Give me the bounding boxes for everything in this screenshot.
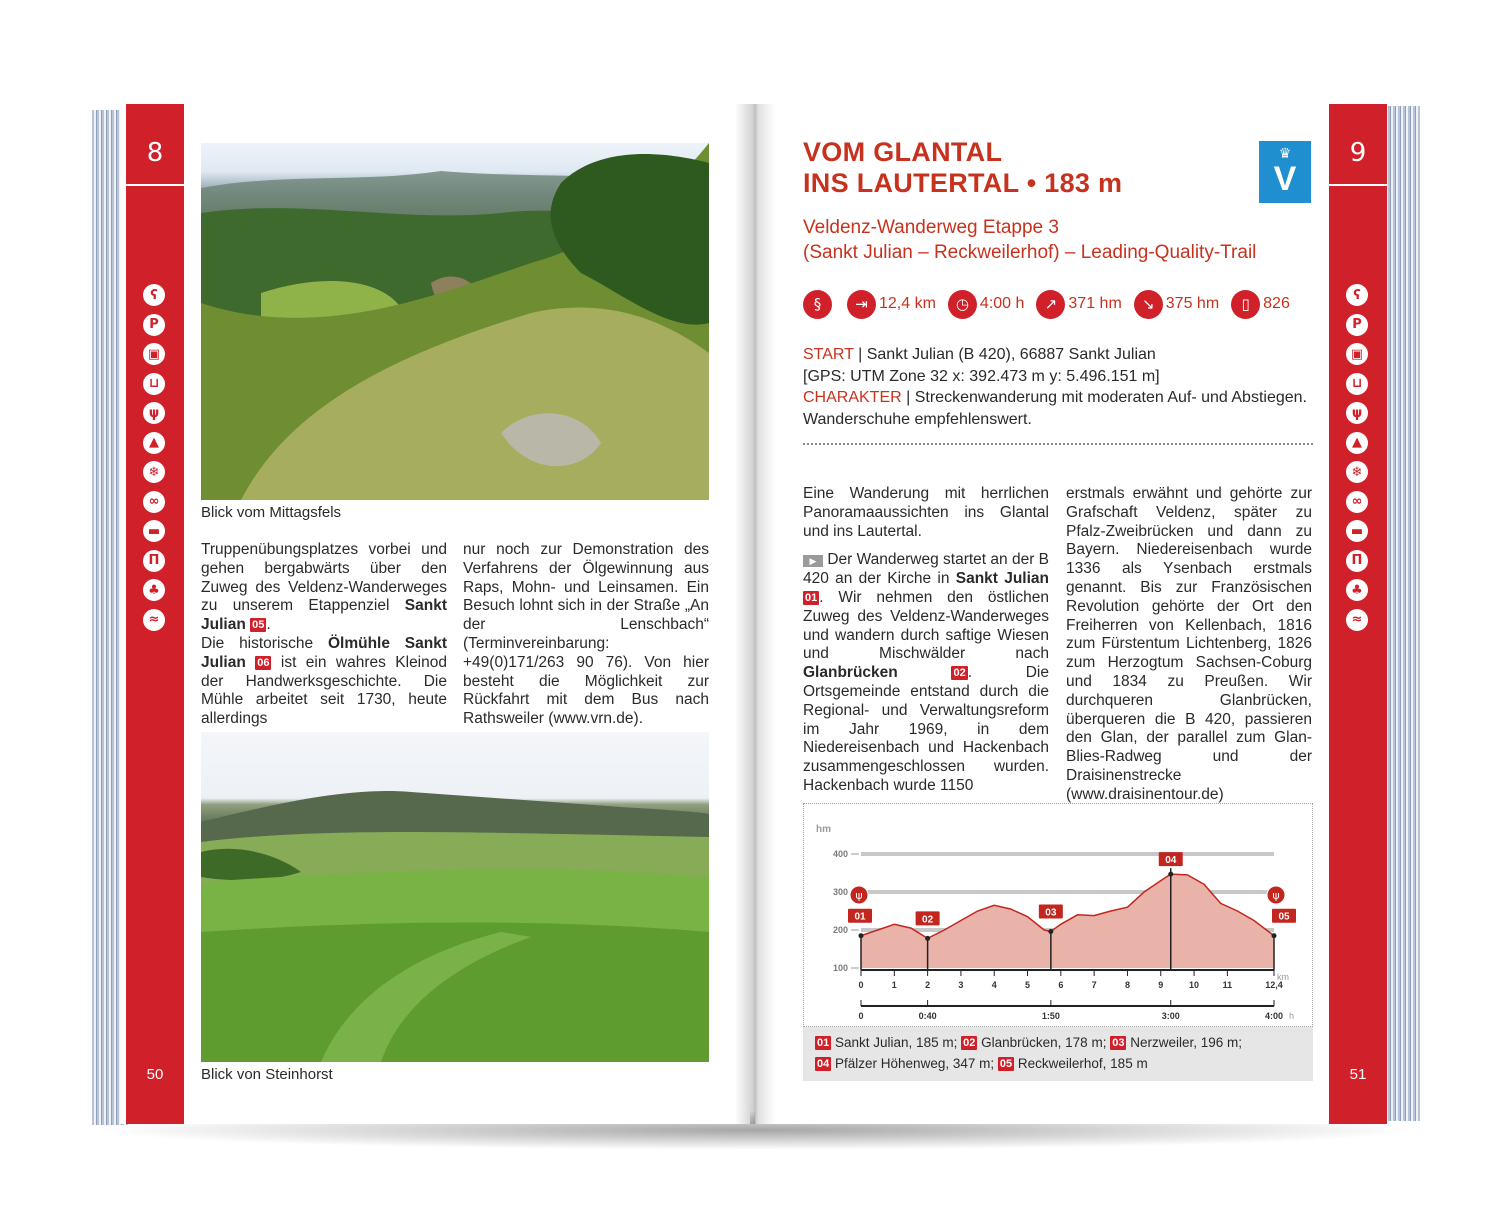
waypoint-marker: 05 bbox=[252, 619, 265, 632]
legend-item bbox=[998, 1056, 1148, 1071]
x-tick-label: 9 bbox=[1158, 980, 1164, 990]
paragraph-text: . Wir nehmen den östlichen Zuweg des Veldenz-Wanderweges und wandern durch saftige Wiesen und Mischwälder nach bbox=[803, 588, 1049, 663]
bicycle-icon: ∞ bbox=[143, 491, 165, 513]
summit-icon: ▲ bbox=[1346, 432, 1368, 454]
x-tick-label: 7 bbox=[1091, 980, 1097, 990]
waypoint-marker: 02 bbox=[953, 667, 966, 680]
teddy-bear-icon: ʕ bbox=[143, 284, 165, 306]
tree-icon: ♣ bbox=[1346, 579, 1368, 601]
stat-descent bbox=[1134, 290, 1219, 319]
waypoint-dot bbox=[1272, 933, 1277, 938]
stat-distance bbox=[847, 290, 936, 319]
tour-title bbox=[803, 137, 1122, 199]
bed-icon: ▬ bbox=[143, 520, 165, 542]
tree-icon: ♣ bbox=[143, 579, 165, 601]
chapter-number: 9 bbox=[1349, 138, 1367, 168]
stat-ascent bbox=[1036, 290, 1121, 319]
parking-icon: P bbox=[1346, 314, 1368, 336]
play-arrow-icon: ▶ bbox=[803, 555, 823, 567]
legend-item bbox=[1110, 1035, 1242, 1050]
place-name: Sankt Julian bbox=[201, 597, 447, 634]
left-text-column-2: nur noch zur Demonstration des Verfahrens der Ölgewinnung aus Raps, Mohn- und Leinsamen. Ein Besuch lohnt sich in der Straße „An der Lenschbach“ (Terminvereinbarung: +49(0)171/263 90 76). Von hier besteht die Möglichkeit zur Rückfahrt mit dem Bus nach Rathsweiler (www.vrn.de). bbox=[463, 541, 709, 728]
paragraph-text: Der Wanderweg startet an der B 420 an der Kirche in bbox=[803, 551, 1050, 588]
legend-text: Nerzweiler, 196 m; bbox=[1130, 1035, 1243, 1050]
x-tick-label: 2 bbox=[925, 980, 931, 990]
descent-arrow-icon: ↘ bbox=[1134, 290, 1163, 319]
duration-value: 4:00 h bbox=[979, 295, 1025, 312]
swimming-icon: ≈ bbox=[143, 609, 165, 631]
legend-text: Reckweilerhof, 185 m bbox=[1017, 1056, 1148, 1071]
y-axis-label: hm bbox=[816, 824, 831, 835]
museum-icon: Π bbox=[1346, 550, 1368, 572]
photo-mittagsfels bbox=[201, 143, 709, 500]
right-text-column-2: erstmals erwähnt und gehörte zur Grafschaft Veldenz, später zu Pfalz-Zweibrücken und dann zu Bayern. Niedereisenbach wurde 1336 als Ysenbach erstmals genannt. Bis zur Französischen Revolution gehörte der Ort den Freiherren von Kellenbach, 1816 zum Fürstentum Lichtenberg, 1826 zum Herzogtum Sachsen-Coburg und 1834 zu Preußen. Wir durchqueren Glanbrücken, überqueren die B 420, passieren den Glan, der parallel zum Glan-Blies-Radweg und der Draisinenstrecke (www.draisinentour.de) bbox=[1066, 485, 1312, 803]
time-tick-label: 0:40 bbox=[918, 1011, 937, 1021]
time-tick-label: 4:00 bbox=[1264, 1011, 1284, 1021]
ascent-arrow-icon: ↗ bbox=[1036, 290, 1065, 319]
subtitle-line: Veldenz-Wanderweg Etappe 3 bbox=[803, 217, 1059, 238]
legend-item bbox=[815, 1056, 994, 1071]
distance-value: 12,4 km bbox=[879, 295, 936, 312]
title-line: VOM GLANTAL bbox=[803, 137, 1003, 167]
category-icons bbox=[1346, 284, 1370, 638]
museum-icon: Π bbox=[143, 550, 165, 572]
number-value: 826 bbox=[1263, 295, 1290, 312]
waypoint-marker: 06 bbox=[257, 656, 270, 669]
x-tick-label: 4 bbox=[991, 980, 997, 990]
bus-icon: ▣ bbox=[1346, 343, 1368, 365]
intro-text: Eine Wanderung mit herrlichen Panoramaaussichten ins Glantal und ins Lautertal. bbox=[803, 485, 1049, 540]
start-text: | Sankt Julian (B 420), 66887 Sankt Julian bbox=[853, 346, 1156, 363]
page-number: 50 bbox=[146, 1066, 164, 1083]
book-gutter bbox=[735, 104, 775, 1124]
x-tick-label: 6 bbox=[1058, 980, 1064, 990]
start-label: START bbox=[803, 346, 854, 363]
waypoint-marker: 03 bbox=[1112, 1037, 1125, 1049]
paragraph-text: . Die Ortsgemeinde entstand durch die Regional- und Verwaltungsreform im Jahr 1969, in dem Niedereisenbach und Hackenbach zusammengeschlossen wurden. Hackenbach wurde 1150 bbox=[803, 664, 1049, 794]
y-tick-label: 400 bbox=[832, 849, 848, 859]
x-tick-label: 3 bbox=[958, 980, 964, 990]
time-axis-unit: h bbox=[1289, 1011, 1295, 1021]
paragraph-text: Truppenübungsplatzes vorbei und gehen bergabwärts über den Zuweg des Veldenz-Wanderweges zu unserem Etappenziel bbox=[201, 541, 447, 615]
stat-duration bbox=[948, 290, 1024, 319]
gps-line: [GPS: UTM Zone 32 x: 392.473 m y: 5.496.151 m] bbox=[803, 367, 1160, 385]
character-label: CHARAKTER bbox=[803, 389, 902, 406]
left-text-column-1 bbox=[201, 541, 447, 729]
clock-icon: ◷ bbox=[948, 290, 977, 319]
landscape-illustration bbox=[201, 143, 709, 500]
waypoint-dot bbox=[1048, 929, 1053, 934]
strip-divider bbox=[1329, 184, 1387, 186]
x-axis-unit: km bbox=[1277, 972, 1289, 982]
place-name: Sankt Julian bbox=[955, 570, 1049, 588]
restaurant-icon-glyph: ψ bbox=[855, 889, 863, 902]
x-tick-label: 1 bbox=[891, 980, 897, 990]
x-tick-label: 8 bbox=[1124, 980, 1130, 990]
shopping-basket-icon: ⊔ bbox=[143, 373, 165, 395]
stat-number bbox=[1231, 290, 1290, 319]
veldenz-logo bbox=[1259, 141, 1311, 203]
restaurant-icon-glyph: ψ bbox=[1272, 889, 1280, 902]
legend-item bbox=[961, 1035, 1106, 1050]
bed-icon: ▬ bbox=[1346, 520, 1368, 542]
y-tick-label: 100 bbox=[832, 963, 848, 973]
bus-icon: ▣ bbox=[143, 343, 165, 365]
x-tick-label: 5 bbox=[1025, 980, 1031, 990]
tour-stats bbox=[803, 289, 1302, 319]
y-tick-label: 200 bbox=[832, 925, 848, 935]
legend-text: Pfälzer Höhenweg, 347 m; bbox=[835, 1056, 995, 1071]
swimming-icon: ≈ bbox=[1346, 609, 1368, 631]
waypoint-label: 05 bbox=[1278, 911, 1290, 923]
time-tick-label: 0 bbox=[858, 1011, 864, 1021]
waypoint-label: 02 bbox=[922, 914, 934, 926]
chapter-number: 8 bbox=[146, 138, 164, 168]
restaurant-icon: ψ bbox=[143, 402, 165, 424]
teddy-bear-icon: ʕ bbox=[1346, 284, 1368, 306]
x-tick-label: 0 bbox=[858, 980, 864, 990]
x-tick-label: 10 bbox=[1189, 980, 1200, 990]
photo-caption: Blick vom Mittagsfels bbox=[201, 504, 342, 521]
x-tick-label: 11 bbox=[1222, 980, 1233, 990]
legend-text: Glanbrücken, 178 m; bbox=[981, 1035, 1107, 1050]
waypoint-marker: 02 bbox=[963, 1037, 976, 1049]
waypoint-dot bbox=[1168, 872, 1173, 877]
start-info-block bbox=[803, 344, 1313, 430]
strip-divider bbox=[126, 184, 184, 186]
photo-caption: Blick von Steinhorst bbox=[201, 1066, 333, 1083]
tour-subtitle bbox=[803, 215, 1256, 265]
bicycle-icon: ∞ bbox=[1346, 491, 1368, 513]
snowflake-icon: ❄ bbox=[143, 461, 165, 483]
paragraph-text: Die historische bbox=[201, 634, 328, 652]
start-line bbox=[803, 344, 1313, 366]
route-squiggle-icon: § bbox=[803, 290, 832, 319]
phone-icon: ▯ bbox=[1231, 290, 1260, 319]
waypoint-dot bbox=[859, 933, 864, 938]
waypoint-marker: 01 bbox=[817, 1037, 830, 1049]
descent-value: 375 hm bbox=[1165, 295, 1220, 312]
place-name: Glanbrücken bbox=[803, 664, 898, 682]
restaurant-icon: ψ bbox=[1346, 402, 1368, 424]
logo-letter: V bbox=[1273, 160, 1297, 198]
waypoint-marker: 01 bbox=[805, 591, 818, 604]
waypoint-marker: 05 bbox=[999, 1058, 1013, 1070]
ascent-value: 371 hm bbox=[1068, 295, 1122, 312]
character-line bbox=[803, 387, 1313, 430]
waypoint-dot bbox=[925, 936, 930, 941]
paragraph-text: . bbox=[266, 616, 271, 634]
snowflake-icon: ❄ bbox=[1346, 461, 1368, 483]
time-tick-label: 1:50 bbox=[1041, 1011, 1060, 1021]
waypoint-label: 04 bbox=[1165, 855, 1177, 867]
waypoint-label: 03 bbox=[1045, 907, 1057, 919]
x-tick-label: 12,4 bbox=[1265, 980, 1283, 990]
subtitle-line: (Sankt Julian – Reckweilerhof) – Leading-Quality-Trail bbox=[803, 242, 1257, 263]
left-chapter-strip bbox=[126, 104, 184, 1124]
signpost-icon: ⇥ bbox=[847, 290, 876, 319]
time-tick-label: 3:00 bbox=[1161, 1011, 1180, 1021]
place-name: Ölmühle Sankt Julian bbox=[201, 634, 447, 671]
profile-legend bbox=[803, 1027, 1313, 1081]
waypoint-label: 01 bbox=[854, 911, 866, 923]
elevation-profile-box bbox=[803, 803, 1313, 1027]
paragraph-text: ist ein wahres Kleinod der Handwerksgeschichte. Die Mühle arbeitet seit 1730, heute allerdings bbox=[201, 653, 447, 728]
elevation-profile-chart bbox=[804, 804, 1314, 1028]
crown-icon: ♛ bbox=[1278, 146, 1292, 162]
legend-text: Sankt Julian, 185 m; bbox=[835, 1035, 958, 1050]
right-text-column-1 bbox=[803, 485, 1049, 796]
summit-icon: ▲ bbox=[143, 432, 165, 454]
page-number: 51 bbox=[1349, 1066, 1367, 1083]
stat-route-type bbox=[803, 290, 835, 319]
photo-steinhorst bbox=[201, 732, 709, 1062]
waypoint-marker: 04 bbox=[817, 1058, 830, 1070]
legend-item bbox=[815, 1035, 957, 1050]
title-line: INS LAUTERTAL • 183 m bbox=[803, 168, 1123, 198]
y-tick-label: 300 bbox=[832, 887, 848, 897]
shopping-basket-icon: ⊔ bbox=[1346, 373, 1368, 395]
parking-icon: P bbox=[143, 314, 165, 336]
dotted-divider bbox=[803, 443, 1313, 445]
character-text: | Streckenwanderung mit moderaten Auf- und Abstiegen. Wanderschuhe empfehlenswert. bbox=[803, 389, 1307, 428]
landscape-illustration bbox=[201, 732, 709, 1062]
category-icons bbox=[143, 284, 167, 638]
right-chapter-strip bbox=[1329, 104, 1387, 1124]
